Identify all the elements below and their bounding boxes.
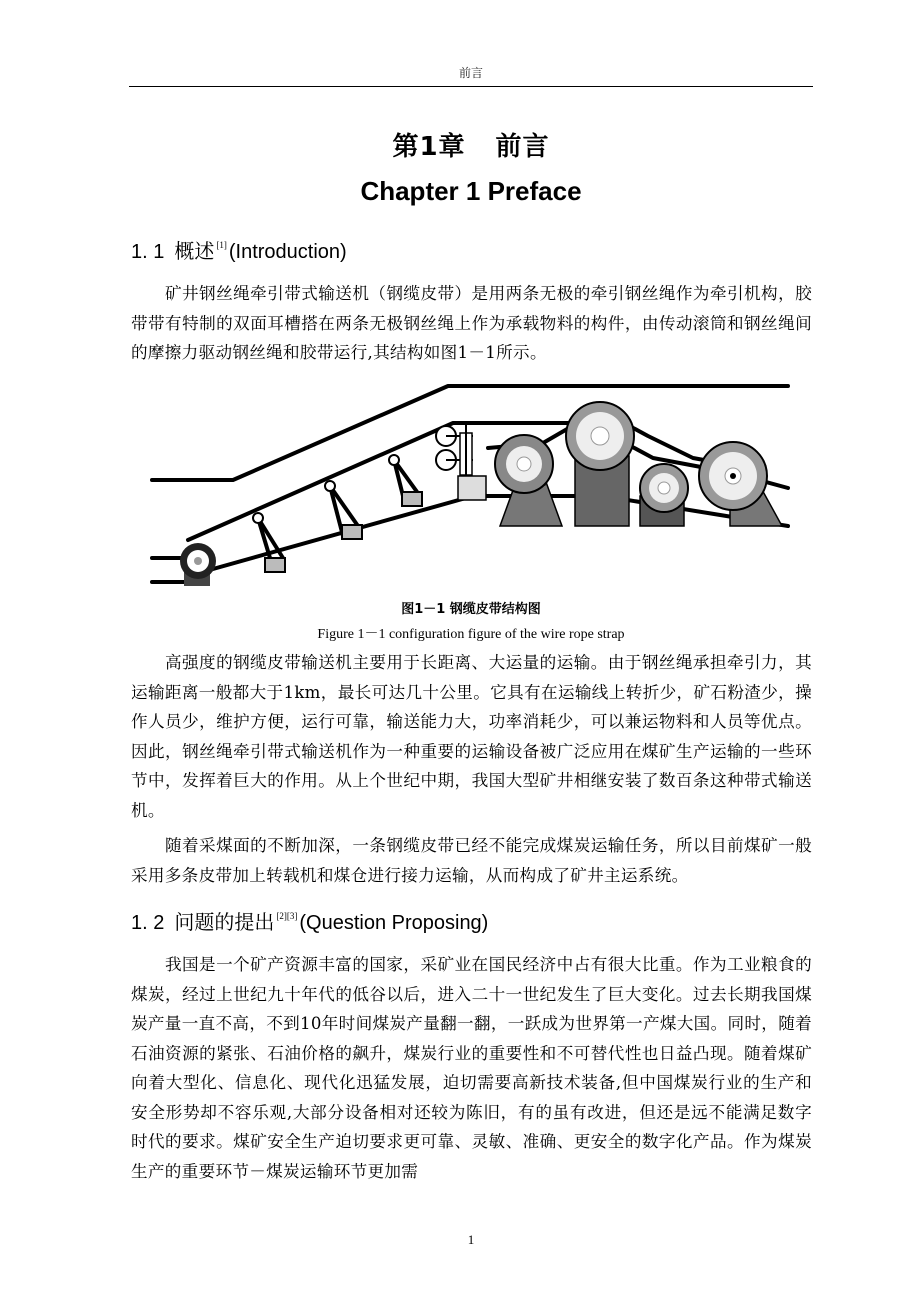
section-heading-1-2	[131, 906, 488, 935]
conveyor-structure-figure	[148, 378, 793, 596]
paragraph-relay-transport: 随着采煤面的不断加深，一条钢缆皮带已经不能完成煤炭运输任务，所以目前煤矿一般采用多条皮带加上转载机和煤仓进行接力运输，从而构成了矿井主运系统。	[131, 836, 812, 885]
section-title-en: (Question Proposing)	[299, 912, 489, 934]
figure-caption-cn: 图1－1 钢缆皮带结构图	[401, 602, 541, 617]
section-title-cn: 概述	[174, 239, 215, 263]
idler-station-2	[325, 481, 362, 539]
section-number: 1. 1	[131, 241, 165, 263]
section-number: 1. 2	[131, 912, 165, 934]
section-heading-1-1	[131, 235, 347, 264]
chapter-title	[129, 126, 813, 163]
idler-station-3	[389, 455, 422, 506]
conveyor-diagram	[148, 378, 793, 596]
rope-upper-strand	[188, 423, 788, 540]
section-title-cn: 问题的提出	[174, 910, 275, 934]
head-pulleys	[436, 424, 486, 500]
paragraph-problem-statement: 我国是一个矿产资源丰富的国家，采矿业在国民经济中占有很大比重。作为工业粮食的煤炭，经过上世纪九十年代的低谷以后，进入二十一世纪发生了巨大变化。过去长期我国煤炭产量一直不高，不到10年时间煤炭产量翻一翻，一跃成为世界第一产煤大国。同时，随着石油资源的紧张、石油价格的飙升，煤炭行业的重要性和不可替代性也日益凸现。随着煤矿向着大型化、信息化、现代化迅猛发展，迫切需要高新技术装备,但中国煤炭行业的生产和安全形势却不容乐观,大部分设备相对还较为陈旧，有的虽有改进，但还是远不能满足数字时代的要求。煤矿安全生产迫切要求更可靠、灵敏、准确、更安全的数字化产品。作为煤炭生产的重要环节－煤炭运输环节更加需	[131, 955, 812, 1181]
section-title-en: (Introduction)	[228, 241, 347, 263]
chapter-title-en: Chapter 1 Preface	[360, 176, 582, 206]
paragraph-intro: 矿井钢丝绳牵引带式输送机（钢缆皮带）是用两条无极的牵引钢丝绳作为牵引机构，胶带带有特制的双面耳槽搭在两条无极钢丝绳上作为承载物料的构件，由传动滚筒和钢丝绳间的摩擦力驱动钢丝绳和胶带运行,其结构如图1－1所示。	[131, 284, 812, 362]
page-number: 1	[467, 1232, 475, 1247]
chapter-title-cn: 前言	[495, 132, 550, 162]
idler-station-1	[253, 513, 285, 572]
citation-ref: [1]	[216, 240, 227, 250]
tail-pulley	[180, 543, 216, 586]
chapter-number-label: 第1章	[392, 132, 466, 162]
drive-drum-1	[495, 435, 562, 526]
drive-drum-2	[566, 402, 634, 526]
figure-caption-en: Figure 1－1 configuration figure of the wire rope strap	[317, 627, 625, 642]
drive-drum-3	[640, 464, 688, 526]
running-header: 前言	[129, 64, 813, 87]
paragraph-advantages: 高强度的钢缆皮带输送机主要用于长距离、大运量的运输。由于钢丝绳承担牵引力，其运输距离一般都大于1km，最长可达几十公里。它具有在运输线上转折少，矿石粉渣少，操作人员少，维护方便，运行可靠，输送能力大，功率消耗少，可以兼运物料和人员等优点。因此，钢丝绳牵引带式输送机作为一种重要的运输设备被广泛应用在煤矿生产运输的一些环节中，发挥着巨大的作用。从上个世纪中期，我国大型矿井相继安装了数百条这种带式输送机。	[131, 653, 812, 820]
citation-ref: [2][3]	[276, 911, 298, 921]
